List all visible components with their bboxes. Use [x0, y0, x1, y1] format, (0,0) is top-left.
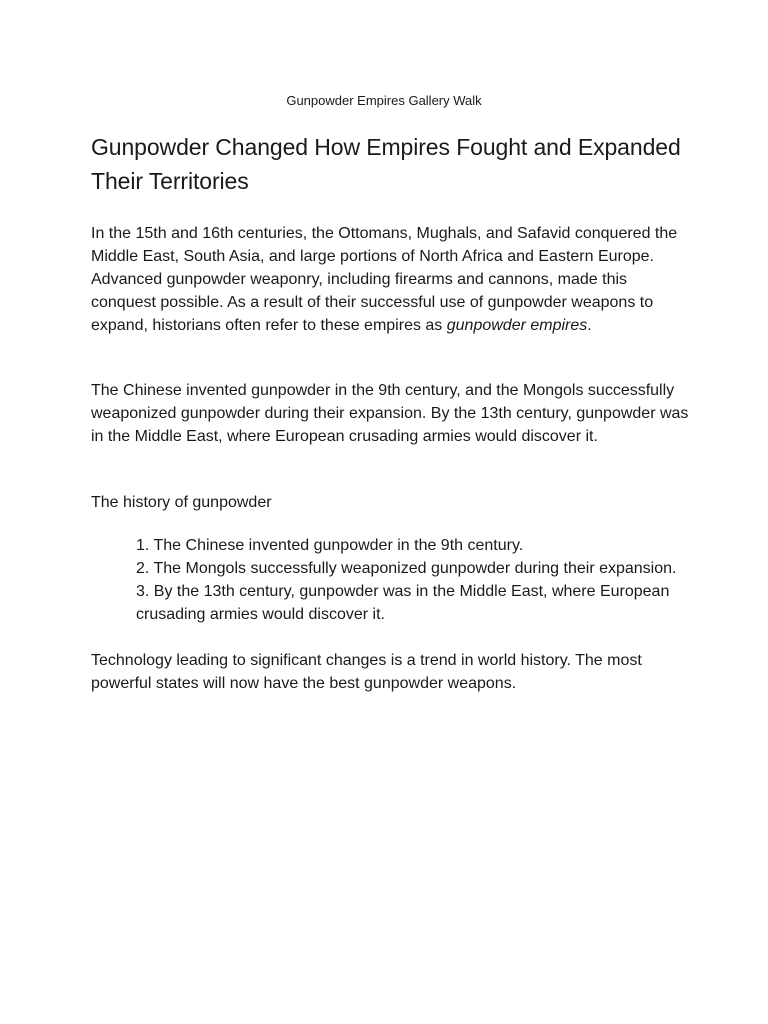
- intro-paragraph: [91, 222, 691, 337]
- document-header-title: Gunpowder Empires Gallery Walk: [286, 93, 482, 108]
- history-label: The history of gunpowder: [91, 494, 272, 511]
- intro-italic-term: gunpowder empires: [446, 317, 588, 334]
- origin-paragraph: The Chinese invented gunpowder in the 9th century, and the Mongols successfully weaponized gunpowder during their expansion. By the 13th century, gunpowder was in the Middle East, where European crusading armies would discover it.: [91, 382, 689, 445]
- document-body: [91, 130, 691, 695]
- list-item: 1. The Chinese invented gunpowder in the 9th century.: [136, 537, 524, 554]
- list-item: 2. The Mongols successfully weaponized gunpowder during their expansion.: [136, 560, 677, 577]
- closing-paragraph: Technology leading to significant changes is a trend in world history. The most powerful states will now have the best gunpowder weapons.: [91, 652, 642, 692]
- page-title: Gunpowder Changed How Empires Fought and Expanded Their Territories: [91, 134, 681, 194]
- intro-end: .: [587, 317, 592, 334]
- intro-text: In the 15th and 16th centuries, the Ottomans, Mughals, and Safavid conquered the Middle East, South Asia, and large portions of North Africa and Eastern Europe. Advanced gunpowder weaponry, including firearms and cannons, made this conquest possible. As a result of their successful use of gunpowder weapons to expand, historians often refer to these empires as: [91, 225, 678, 334]
- list-item: 3. By the 13th century, gunpowder was in the Middle East, where European crusading armies would discover it.: [136, 583, 670, 623]
- history-list: [91, 534, 691, 626]
